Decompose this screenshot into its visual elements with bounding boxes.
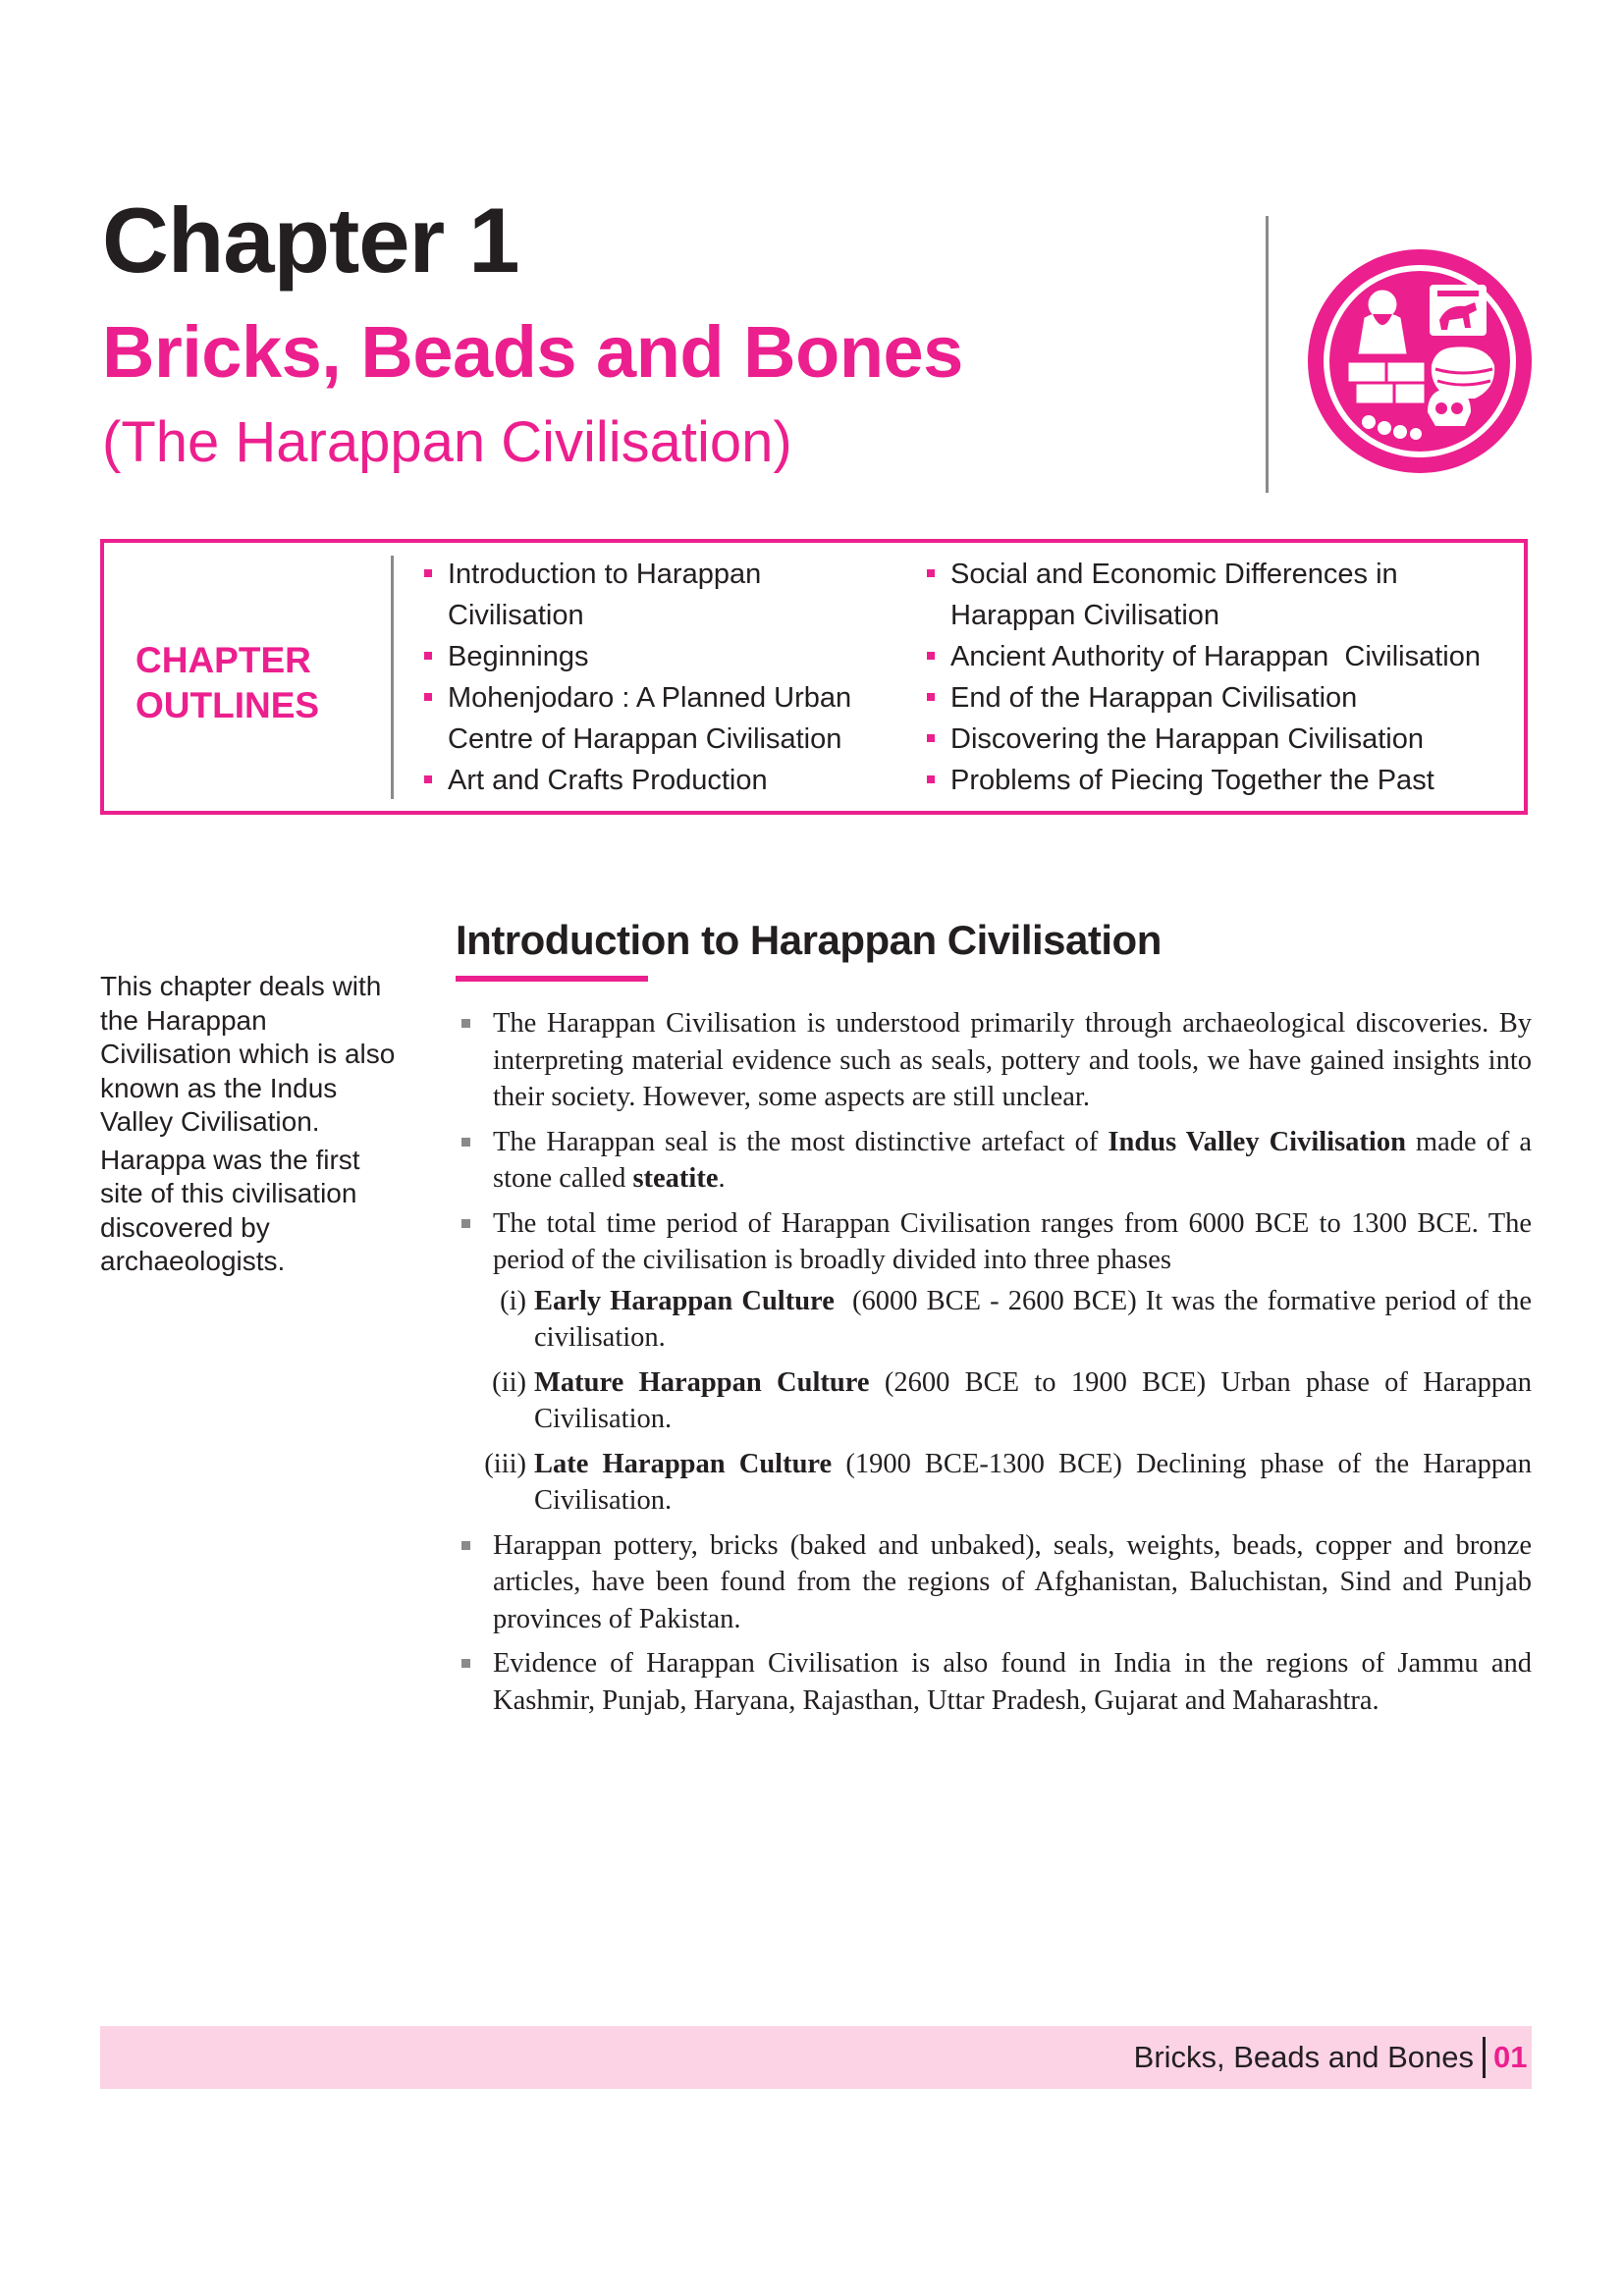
phase-item [456,1446,1532,1520]
phase-name: Late Harappan Culture [534,1448,833,1479]
harappan-emblem-icon [1304,245,1536,477]
phase-number: (iii) [484,1448,526,1479]
sidebar-note-line: archaeologists. [100,1246,286,1276]
bullet-paragraph: The total time period of Harappan Civilisation ranges from 6000 BCE to 1300 BCE. The period of the civilisation is broadly divided into three phases [456,1205,1532,1279]
outline-item [422,554,884,636]
outline-item [925,636,1514,677]
outline-column-right [925,554,1514,801]
phase-number: (ii) [492,1366,526,1398]
outline-divider [391,556,394,799]
outline-item [925,760,1514,801]
text-run: . [718,1163,726,1194]
outline-item-line: Discovering the Harappan Civilisation [950,723,1424,755]
outline-item [422,677,884,760]
sidebar-note-line: site of this civilisation [100,1178,357,1208]
outline-item [925,677,1514,719]
sidebar-note-line: Valley Civilisation. [100,1106,320,1137]
sidebar-note-line: Civilisation which is also [100,1039,396,1069]
bold-term: Indus Valley Civilisation [1108,1126,1406,1157]
bullet-paragraph: Evidence of Harappan Civilisation is also found in India in the regions of Jammu and Kashmir, Punjab, Haryana, Rajasthan, Uttar Pradesh, Gujarat and Maharashtra. [456,1645,1532,1719]
outline-item-line: Problems of Piecing Together the Past [950,765,1434,796]
outline-heading-line: CHAPTER [135,640,311,680]
section-heading-underline [456,976,648,982]
footer-chapter-title: Bricks, Beads and Bones [1133,2040,1474,2074]
phase-text: (2600 BCE to 1900 BCE) Urban phase of Harappan Civilisation. [534,1366,1532,1434]
sidebar-note-line: discovered by [100,1211,270,1243]
outline-item [925,554,1514,636]
bold-term: steatite [632,1163,719,1194]
outline-item [925,719,1514,760]
outline-heading-line: OUTLINES [135,685,320,725]
bullet-paragraph: The Harappan Civilisation is understood primarily through archaeological discoveries. By interpreting material evidence such as seals, pottery and tools, we have gained insights into their society. However, some aspects are still unclear. [456,1005,1532,1116]
chapter-title: Bricks, Beads and Bones [102,311,963,393]
outline-item-line: Civilisation [448,600,584,631]
chapter-subtitle: (The Harappan Civilisation) [102,410,792,474]
outline-item-line: Ancient Authority of Harappan Civilisation [950,641,1482,672]
phase-name: Mature Harappan Culture [534,1366,870,1398]
outline-item-line: Harappan Civilisation [950,600,1220,631]
outline-item-line: Social and Economic Differences in [950,559,1398,590]
sidebar-note-line: This chapter deals with [100,971,382,1001]
footer-separator [1483,2037,1486,2078]
page-number: 01 [1493,2040,1528,2074]
chapter-label: Chapter 1 [102,188,519,292]
phase-item [456,1364,1532,1438]
outline-item-line: End of the Harappan Civilisation [950,682,1358,714]
bullet-paragraph: Harappan pottery, bricks (baked and unbaked), seals, weights, beads, copper and bronze articles, have been found from the regions of Afghanistan, Baluchistan, Sind and Punjab provinces of Pakistan. [456,1527,1532,1638]
header-divider [1266,216,1269,493]
section-body [456,1005,1540,1727]
phase-item [456,1283,1540,1357]
sidebar-note-line: the Harappan [100,1004,267,1036]
text-run: made of a stone called [493,1126,1532,1194]
section-heading: Introduction to Harappan Civilisation [456,917,1162,963]
phase-text: (6000 BCE - 2600 BCE) It was the formative period of the civilisation. [534,1285,1540,1353]
outline-column-left [422,554,884,801]
sidebar-note-line: known as the Indus [100,1072,338,1103]
outline-item-line: Beginnings [448,641,589,672]
outline-item-line: Mohenjodaro : A Planned Urban [448,682,852,714]
text-run: The Harappan seal is the most distinctive artefact of [493,1126,1109,1157]
phase-number: (i) [500,1285,526,1316]
outline-item [422,636,884,677]
outline-item-line: Introduction to Harappan [448,559,762,590]
outline-item-line: Centre of Harappan Civilisation [448,723,842,755]
sidebar-note [100,970,405,1279]
outline-heading [135,638,319,728]
outline-item-line: Art and Crafts Production [448,765,768,796]
bullet-paragraph [456,1124,1532,1198]
sidebar-note-line: Harappa was the first [100,1144,360,1175]
outline-item [422,760,884,801]
phase-name: Early Harappan Culture [534,1285,835,1316]
phase-text: (1900 BCE-1300 BCE) Declining phase of the Harappan Civilisation. [534,1448,1533,1516]
